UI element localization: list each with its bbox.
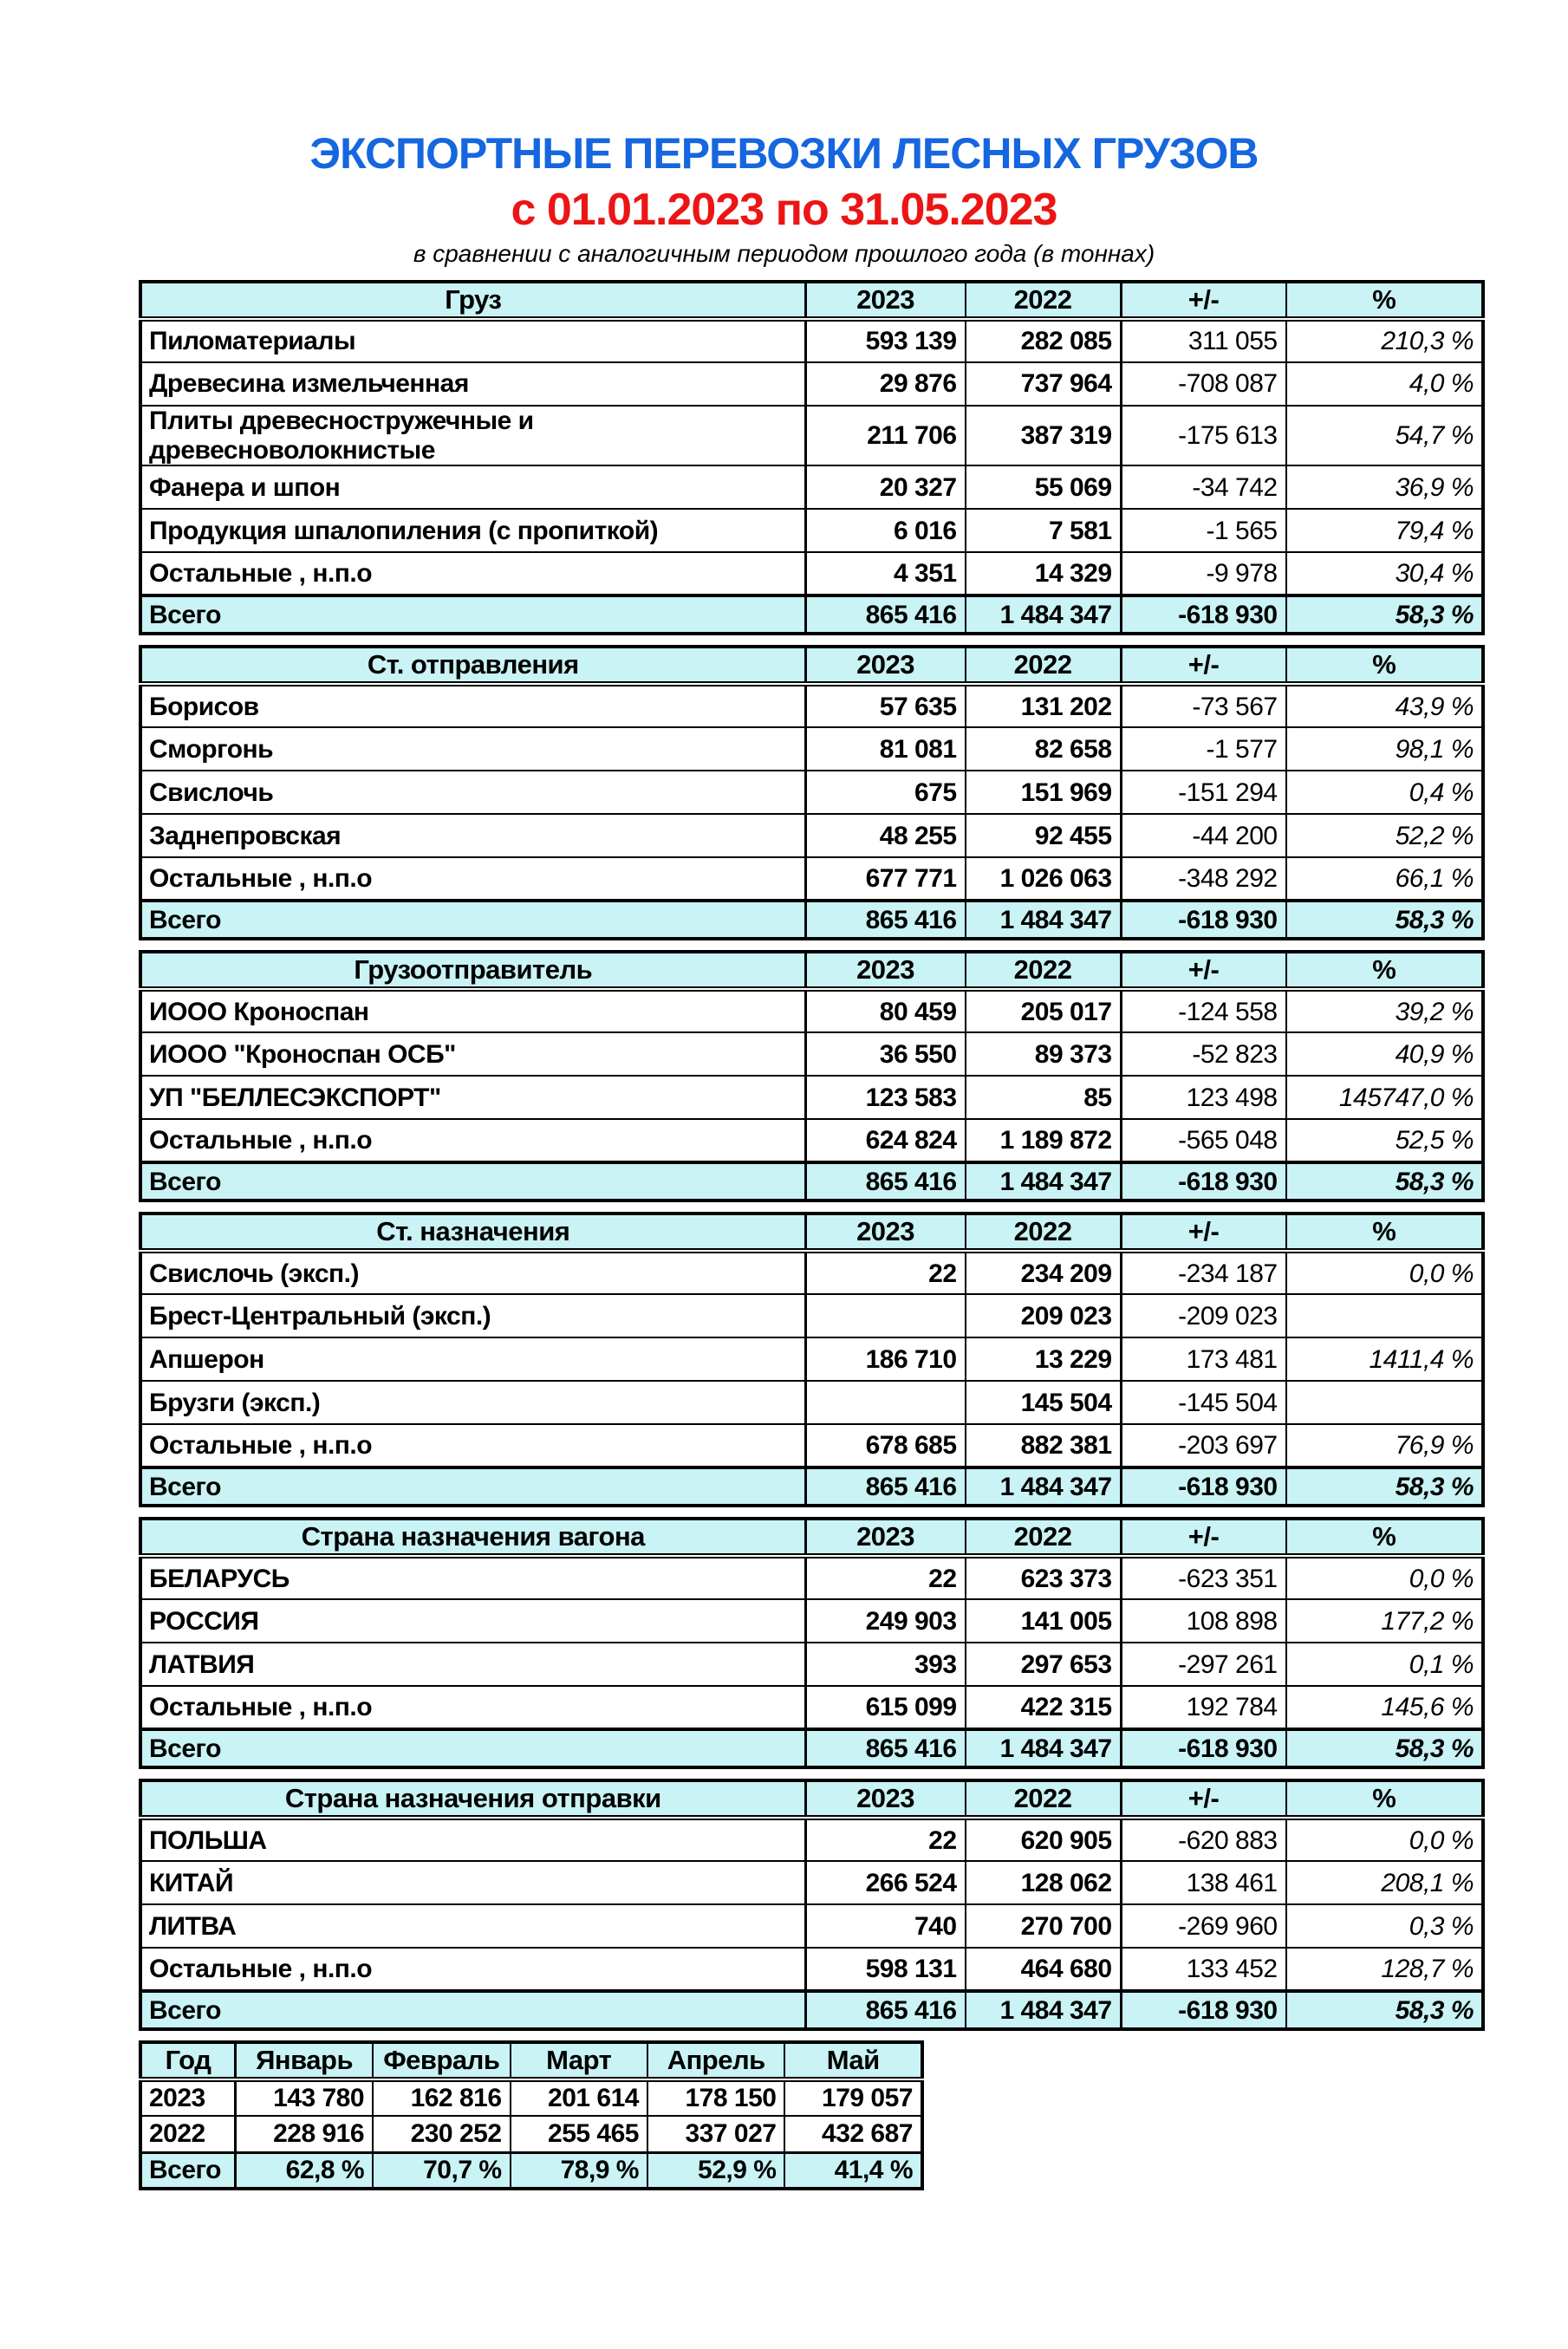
cell-percent: 145747,0 %: [1286, 1076, 1483, 1119]
monthly-table: [139, 2040, 924, 2190]
cell-2022: 14 329: [966, 552, 1122, 595]
section-header-row: [140, 1780, 1483, 1818]
cell-total-label: Всего: [140, 1162, 805, 1201]
column-header-%: %: [1286, 952, 1483, 989]
cell-2022: 92 455: [966, 814, 1122, 857]
cell-2023: 678 685: [805, 1424, 965, 1467]
cell-diff: 311 055: [1121, 319, 1286, 362]
section-header-row: [140, 282, 1483, 319]
cell-2022: 13 229: [966, 1337, 1122, 1381]
section-table-6: [139, 1779, 1485, 2031]
cell-2022: 1 484 347: [966, 595, 1122, 634]
section-header-row: [140, 1214, 1483, 1251]
cell-label: ИООО "Кроноспан ОСБ": [140, 1032, 805, 1076]
column-header-2023: 2023: [805, 282, 965, 319]
cell-2022: 128 062: [966, 1861, 1122, 1904]
column-header-+-: +/-: [1121, 1780, 1286, 1818]
cell-2022: 623 373: [966, 1556, 1122, 1599]
cell-diff: -565 048: [1121, 1119, 1286, 1162]
cell-diff: -151 294: [1121, 771, 1286, 814]
cell-2023: 865 416: [805, 595, 965, 634]
cell-percent: 58,3 %: [1286, 1162, 1483, 1201]
cell-2023: 865 416: [805, 1991, 965, 2029]
cell-2023: 865 416: [805, 1729, 965, 1767]
monthly-header-5: Май: [784, 2042, 922, 2079]
cell-2022: 209 023: [966, 1294, 1122, 1337]
cell-diff: -618 930: [1121, 1162, 1286, 1201]
page-title: ЭКСПОРТНЫЕ ПЕРЕВОЗКИ ЛЕСНЫХ ГРУЗОВ: [309, 129, 1259, 178]
cell-percent: 76,9 %: [1286, 1424, 1483, 1467]
cell-month-value: 162 816: [373, 2079, 510, 2116]
cell-label: Заднепровская: [140, 814, 805, 857]
cell-diff: -175 613: [1121, 406, 1286, 465]
cell-2022: 1 484 347: [966, 1991, 1122, 2029]
monthly-year-row: [140, 2079, 922, 2116]
table-row: [140, 1251, 1483, 1294]
cell-total-label: Всего: [140, 901, 805, 939]
cell-percent: [1286, 1294, 1483, 1337]
cell-2022: 737 964: [966, 362, 1122, 406]
section-name-header: Страна назначения отправки: [140, 1780, 805, 1818]
cell-label: Фанера и шпон: [140, 465, 805, 509]
cell-2023: 4 351: [805, 552, 965, 595]
section-table-4: [139, 1212, 1485, 1507]
cell-percent: 54,7 %: [1286, 406, 1483, 465]
monthly-header-row: [140, 2042, 922, 2079]
cell-2022: 422 315: [966, 1686, 1122, 1729]
cell-2023: 57 635: [805, 684, 965, 727]
table-row: [140, 552, 1483, 595]
cell-2023: 740: [805, 1904, 965, 1948]
column-header-2023: 2023: [805, 1519, 965, 1556]
cell-label: Апшерон: [140, 1337, 805, 1381]
cell-2023: 80 459: [805, 989, 965, 1032]
cell-month-value: 70,7 %: [373, 2152, 510, 2189]
cell-2023: 593 139: [805, 319, 965, 362]
cell-label: Остальные , н.п.о: [140, 857, 805, 901]
cell-2023: 615 099: [805, 1686, 965, 1729]
column-header-%: %: [1286, 1214, 1483, 1251]
total-row: [140, 901, 1483, 939]
cell-diff: -348 292: [1121, 857, 1286, 901]
cell-diff: 138 461: [1121, 1861, 1286, 1904]
monthly-header-4: Апрель: [647, 2042, 784, 2079]
cell-2023: 624 824: [805, 1119, 965, 1162]
cell-diff: -145 504: [1121, 1381, 1286, 1424]
column-header-2023: 2023: [805, 647, 965, 684]
total-row: [140, 1467, 1483, 1506]
cell-label: ПОЛЬША: [140, 1818, 805, 1861]
cell-2022: 7 581: [966, 509, 1122, 552]
cell-2023: 211 706: [805, 406, 965, 465]
monthly-header-3: Март: [511, 2042, 647, 2079]
column-header-+-: +/-: [1121, 952, 1286, 989]
cell-total-label: Всего: [140, 595, 805, 634]
total-row: [140, 1729, 1483, 1767]
cell-label: РОССИЯ: [140, 1599, 805, 1643]
monthly-header-0: Год: [140, 2042, 236, 2079]
cell-month-value: 228 916: [236, 2116, 373, 2152]
table-row: [140, 1337, 1483, 1381]
cell-2023: 6 016: [805, 509, 965, 552]
cell-label: Остальные , н.п.о: [140, 1686, 805, 1729]
cell-percent: 58,3 %: [1286, 595, 1483, 634]
section-name-header: Грузоотправитель: [140, 952, 805, 989]
table-row: [140, 1948, 1483, 1991]
table-row: [140, 727, 1483, 771]
cell-2023: [805, 1381, 965, 1424]
cell-label: ИООО Кроноспан: [140, 989, 805, 1032]
cell-diff: -234 187: [1121, 1251, 1286, 1294]
column-header-2022: 2022: [966, 1780, 1122, 1818]
cell-2022: 85: [966, 1076, 1122, 1119]
cell-2022: 131 202: [966, 684, 1122, 727]
cell-month-value: 230 252: [373, 2116, 510, 2152]
cell-month-value: 78,9 %: [511, 2152, 647, 2189]
cell-month-value: 62,8 %: [236, 2152, 373, 2189]
cell-percent: 40,9 %: [1286, 1032, 1483, 1076]
page-note: в сравнении с аналогичным периодом прошлого года (в тоннах): [413, 239, 1155, 267]
cell-2022: 282 085: [966, 319, 1122, 362]
column-header-2022: 2022: [966, 952, 1122, 989]
table-row: [140, 319, 1483, 362]
cell-2023: [805, 1294, 965, 1337]
column-header-+-: +/-: [1121, 282, 1286, 319]
cell-label: Остальные , н.п.о: [140, 552, 805, 595]
cell-label: БЕЛАРУСЬ: [140, 1556, 805, 1599]
column-header-%: %: [1286, 1519, 1483, 1556]
column-header-2023: 2023: [805, 952, 965, 989]
cell-label: Брузги (эксп.): [140, 1381, 805, 1424]
table-row: [140, 1556, 1483, 1599]
cell-total-label: Всего: [140, 1467, 805, 1506]
cell-label: Свислочь: [140, 771, 805, 814]
cell-percent: 52,2 %: [1286, 814, 1483, 857]
total-row: [140, 595, 1483, 634]
cell-2022: 882 381: [966, 1424, 1122, 1467]
cell-2022: 1 484 347: [966, 1729, 1122, 1767]
cell-diff: 108 898: [1121, 1599, 1286, 1643]
cell-2023: 393: [805, 1643, 965, 1686]
cell-label: Остальные , н.п.о: [140, 1424, 805, 1467]
cell-diff: -34 742: [1121, 465, 1286, 509]
cell-2023: 675: [805, 771, 965, 814]
cell-2023: 598 131: [805, 1948, 965, 1991]
cell-percent: 36,9 %: [1286, 465, 1483, 509]
cell-percent: 0,1 %: [1286, 1643, 1483, 1686]
cell-2023: 81 081: [805, 727, 965, 771]
cell-percent: 0,3 %: [1286, 1904, 1483, 1948]
cell-diff: -203 697: [1121, 1424, 1286, 1467]
cell-year-label: 2023: [140, 2079, 236, 2116]
section-header-row: [140, 952, 1483, 989]
total-row: [140, 1162, 1483, 1201]
cell-percent: 128,7 %: [1286, 1948, 1483, 1991]
cell-2023: 186 710: [805, 1337, 965, 1381]
table-row: [140, 1904, 1483, 1948]
table-row: [140, 1424, 1483, 1467]
column-header-%: %: [1286, 1780, 1483, 1818]
cell-2022: 141 005: [966, 1599, 1122, 1643]
cell-2023: 29 876: [805, 362, 965, 406]
cell-diff: -623 351: [1121, 1556, 1286, 1599]
table-row: [140, 1032, 1483, 1076]
section-header-row: [140, 647, 1483, 684]
cell-year-label: Всего: [140, 2152, 236, 2189]
column-header-+-: +/-: [1121, 1519, 1286, 1556]
cell-total-label: Всего: [140, 1729, 805, 1767]
column-header-2023: 2023: [805, 1780, 965, 1818]
cell-2023: 20 327: [805, 465, 965, 509]
cell-2022: 234 209: [966, 1251, 1122, 1294]
cell-diff: 192 784: [1121, 1686, 1286, 1729]
cell-percent: 210,3 %: [1286, 319, 1483, 362]
table-row: [140, 1294, 1483, 1337]
column-header-2022: 2022: [966, 1214, 1122, 1251]
cell-percent: 43,9 %: [1286, 684, 1483, 727]
cell-percent: 30,4 %: [1286, 552, 1483, 595]
cell-month-value: 201 614: [511, 2079, 647, 2116]
cell-diff: -1 565: [1121, 509, 1286, 552]
cell-2022: 55 069: [966, 465, 1122, 509]
cell-percent: 39,2 %: [1286, 989, 1483, 1032]
cell-month-value: 52,9 %: [647, 2152, 784, 2189]
section-name-header: Груз: [140, 282, 805, 319]
cell-2023: 249 903: [805, 1599, 965, 1643]
cell-percent: 58,3 %: [1286, 1991, 1483, 2029]
cell-diff: -44 200: [1121, 814, 1286, 857]
table-row: [140, 362, 1483, 406]
monthly-total-row: [140, 2152, 922, 2189]
cell-diff: -1 577: [1121, 727, 1286, 771]
cell-2022: 1 189 872: [966, 1119, 1122, 1162]
cell-2022: 270 700: [966, 1904, 1122, 1948]
cell-diff: -618 930: [1121, 901, 1286, 939]
cell-2023: 266 524: [805, 1861, 965, 1904]
cell-2022: 620 905: [966, 1818, 1122, 1861]
column-header-%: %: [1286, 282, 1483, 319]
cell-diff: 133 452: [1121, 1948, 1286, 1991]
cell-percent: 58,3 %: [1286, 1467, 1483, 1506]
report-page: [0, 130, 1568, 2349]
column-header-+-: +/-: [1121, 1214, 1286, 1251]
section-table-3: [139, 950, 1485, 1202]
cell-2023: 865 416: [805, 1467, 965, 1506]
table-row: [140, 1861, 1483, 1904]
cell-month-value: 143 780: [236, 2079, 373, 2116]
cell-diff: -618 930: [1121, 595, 1286, 634]
section-header-row: [140, 1519, 1483, 1556]
cell-month-value: 178 150: [647, 2079, 784, 2116]
cell-month-value: 41,4 %: [784, 2152, 922, 2189]
cell-diff: -52 823: [1121, 1032, 1286, 1076]
monthly-year-row: [140, 2116, 922, 2152]
cell-percent: 98,1 %: [1286, 727, 1483, 771]
cell-2022: 1 484 347: [966, 901, 1122, 939]
cell-2022: 387 319: [966, 406, 1122, 465]
cell-percent: [1286, 1381, 1483, 1424]
table-row: [140, 989, 1483, 1032]
table-row: [140, 465, 1483, 509]
cell-label: КИТАЙ: [140, 1861, 805, 1904]
cell-label: Плиты древесностружечные и древесноволокнистые: [140, 406, 805, 465]
table-row: [140, 814, 1483, 857]
cell-diff: -297 261: [1121, 1643, 1286, 1686]
cell-label: Остальные , н.п.о: [140, 1948, 805, 1991]
cell-2022: 82 658: [966, 727, 1122, 771]
cell-diff: -618 930: [1121, 1467, 1286, 1506]
cell-2023: 36 550: [805, 1032, 965, 1076]
cell-label: Брест-Центральный (эксп.): [140, 1294, 805, 1337]
column-header-%: %: [1286, 647, 1483, 684]
cell-2022: 89 373: [966, 1032, 1122, 1076]
total-row: [140, 1991, 1483, 2029]
page-subtitle: с 01.01.2023 по 31.05.2023: [511, 185, 1057, 235]
cell-diff: 173 481: [1121, 1337, 1286, 1381]
section-name-header: Ст. отправления: [140, 647, 805, 684]
cell-2023: 22: [805, 1556, 965, 1599]
cell-label: Пиломатериалы: [140, 319, 805, 362]
cell-diff: -618 930: [1121, 1729, 1286, 1767]
cell-percent: 177,2 %: [1286, 1599, 1483, 1643]
table-row: [140, 1381, 1483, 1424]
cell-label: Сморгонь: [140, 727, 805, 771]
section-name-header: Ст. назначения: [140, 1214, 805, 1251]
column-header-2022: 2022: [966, 282, 1122, 319]
cell-2022: 1 484 347: [966, 1467, 1122, 1506]
cell-diff: 123 498: [1121, 1076, 1286, 1119]
cell-percent: 0,0 %: [1286, 1818, 1483, 1861]
cell-2022: 464 680: [966, 1948, 1122, 1991]
tables-container: [139, 280, 1485, 2190]
table-row: [140, 857, 1483, 901]
cell-2022: 145 504: [966, 1381, 1122, 1424]
cell-2023: 22: [805, 1818, 965, 1861]
cell-2023: 123 583: [805, 1076, 965, 1119]
table-row: [140, 771, 1483, 814]
cell-month-value: 337 027: [647, 2116, 784, 2152]
column-header-+-: +/-: [1121, 647, 1286, 684]
cell-2023: 22: [805, 1251, 965, 1294]
cell-label: УП "БЕЛЛЕСЭКСПОРТ": [140, 1076, 805, 1119]
table-row: [140, 1686, 1483, 1729]
cell-total-label: Всего: [140, 1991, 805, 2029]
cell-label: Свислочь (эксп.): [140, 1251, 805, 1294]
cell-label: Борисов: [140, 684, 805, 727]
column-header-2022: 2022: [966, 1519, 1122, 1556]
cell-2023: 677 771: [805, 857, 965, 901]
cell-percent: 4,0 %: [1286, 362, 1483, 406]
column-header-2023: 2023: [805, 1214, 965, 1251]
cell-percent: 58,3 %: [1286, 1729, 1483, 1767]
cell-percent: 1411,4 %: [1286, 1337, 1483, 1381]
cell-percent: 79,4 %: [1286, 509, 1483, 552]
cell-percent: 208,1 %: [1286, 1861, 1483, 1904]
section-table-2: [139, 645, 1485, 940]
cell-label: Древесина измельченная: [140, 362, 805, 406]
cell-label: Продукция шпалопиления (с пропиткой): [140, 509, 805, 552]
cell-diff: -620 883: [1121, 1818, 1286, 1861]
table-row: [140, 684, 1483, 727]
cell-2022: 205 017: [966, 989, 1122, 1032]
table-row: [140, 1818, 1483, 1861]
cell-2022: 1 484 347: [966, 1162, 1122, 1201]
cell-diff: -73 567: [1121, 684, 1286, 727]
cell-percent: 52,5 %: [1286, 1119, 1483, 1162]
cell-month-value: 432 687: [784, 2116, 922, 2152]
section-table-5: [139, 1517, 1485, 1769]
section-name-header: Страна назначения вагона: [140, 1519, 805, 1556]
cell-percent: 0,4 %: [1286, 771, 1483, 814]
table-row: [140, 1076, 1483, 1119]
table-row: [140, 406, 1483, 465]
table-row: [140, 509, 1483, 552]
cell-diff: -618 930: [1121, 1991, 1286, 2029]
cell-percent: 145,6 %: [1286, 1686, 1483, 1729]
table-row: [140, 1599, 1483, 1643]
cell-2023: 865 416: [805, 1162, 965, 1201]
column-header-2022: 2022: [966, 647, 1122, 684]
cell-percent: 58,3 %: [1286, 901, 1483, 939]
cell-percent: 0,0 %: [1286, 1251, 1483, 1294]
cell-2022: 297 653: [966, 1643, 1122, 1686]
cell-2023: 865 416: [805, 901, 965, 939]
cell-label: ЛАТВИЯ: [140, 1643, 805, 1686]
cell-label: ЛИТВА: [140, 1904, 805, 1948]
cell-label: Остальные , н.п.о: [140, 1119, 805, 1162]
cell-diff: -209 023: [1121, 1294, 1286, 1337]
cell-diff: -124 558: [1121, 989, 1286, 1032]
table-row: [140, 1119, 1483, 1162]
table-row: [140, 1643, 1483, 1686]
cell-month-value: 179 057: [784, 2079, 922, 2116]
cell-2022: 1 026 063: [966, 857, 1122, 901]
monthly-header-1: Январь: [236, 2042, 373, 2079]
monthly-header-2: Февраль: [373, 2042, 510, 2079]
section-table-1: [139, 280, 1485, 635]
cell-percent: 0,0 %: [1286, 1556, 1483, 1599]
cell-2023: 48 255: [805, 814, 965, 857]
cell-diff: -269 960: [1121, 1904, 1286, 1948]
cell-2022: 151 969: [966, 771, 1122, 814]
cell-diff: -9 978: [1121, 552, 1286, 595]
cell-year-label: 2022: [140, 2116, 236, 2152]
cell-diff: -708 087: [1121, 362, 1286, 406]
cell-month-value: 255 465: [511, 2116, 647, 2152]
cell-percent: 66,1 %: [1286, 857, 1483, 901]
